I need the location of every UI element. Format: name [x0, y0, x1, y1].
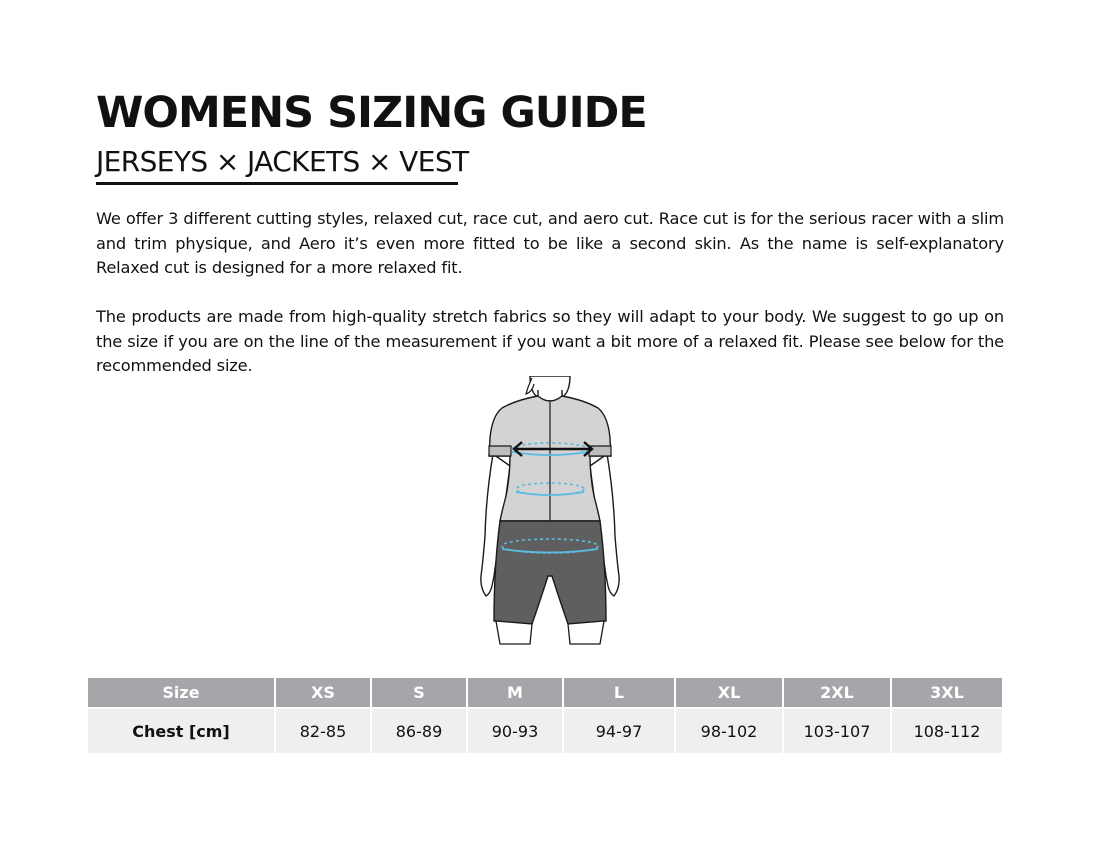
size-chart-table [86, 678, 1004, 753]
size-header-m: M [468, 678, 562, 709]
size-header-2xl: 2XL [784, 678, 890, 709]
chest-value-l: 94-97 [564, 709, 674, 753]
chest-row-label: Chest [cm] [88, 709, 274, 753]
chest-value-xs: 82-85 [276, 709, 370, 753]
size-header-label: Size [88, 678, 274, 709]
page-title: WOMENS SIZING GUIDE [96, 88, 647, 138]
size-header-xl: XL [676, 678, 782, 709]
chest-value-2xl: 103-107 [784, 709, 890, 753]
chest-value-m: 90-93 [468, 709, 562, 753]
chest-value-3xl: 108-112 [892, 709, 1002, 753]
chest-value-s: 86-89 [372, 709, 466, 753]
size-header-s: S [372, 678, 466, 709]
chest-value-xl: 98-102 [676, 709, 782, 753]
size-header-row [88, 678, 1002, 709]
intro-paragraph-cuts: We offer 3 different cutting styles, relaxed cut, race cut, and aero cut. Race cut is for the serious racer with a slim and trim physique, and Aero it’s even more fitted to be like a second skin. As the name is self-explanatory Relaxed cut is designed for a more relaxed fit. [96, 209, 1004, 277]
chest-row [88, 709, 1002, 753]
measurement-figure-icon [456, 376, 644, 646]
measurement-figure [456, 376, 644, 646]
page-subtitle: JERSEYS × JACKETS × VEST [96, 145, 469, 178]
intro-paragraph-fit: The products are made from high-quality stretch fabrics so they will adapt to your body. We suggest to go up on the size if you are on the line of the measurement if you want a bit more of a relaxed fit. Please see below for the recommended size. [96, 307, 1004, 375]
size-header-3xl: 3XL [892, 678, 1002, 709]
subtitle-underline [96, 182, 458, 185]
size-header-xs: XS [276, 678, 370, 709]
size-header-l: L [564, 678, 674, 709]
